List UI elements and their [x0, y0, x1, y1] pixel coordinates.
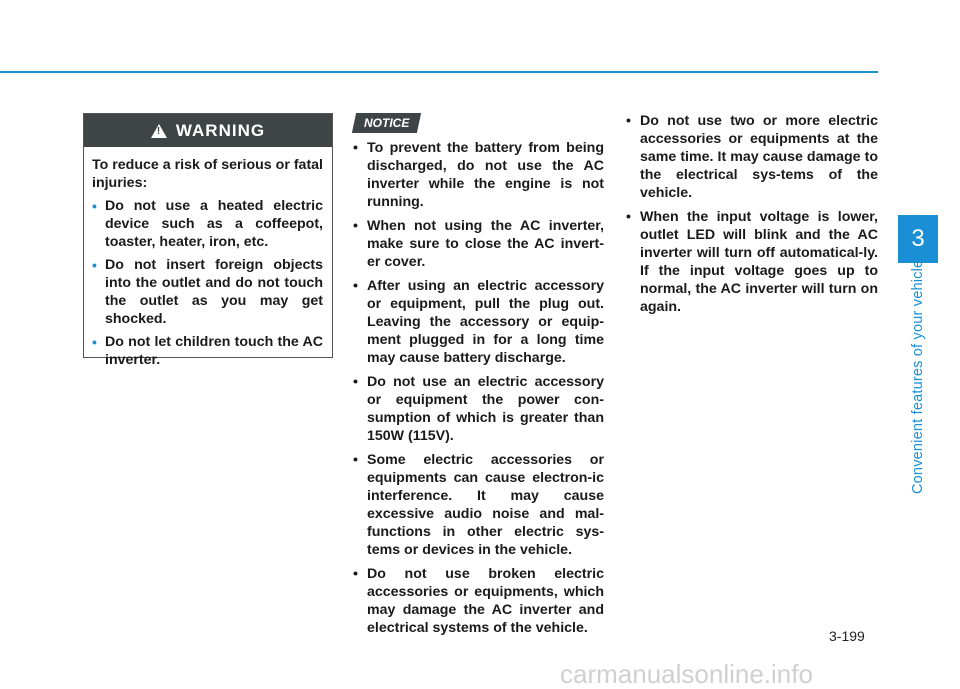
bullet-icon: •: [353, 278, 358, 294]
notice-list-continued: [625, 112, 878, 322]
notice-item: • When not using the AC inverter, make sure to close the AC invert-er cover.: [353, 218, 604, 270]
warning-box: [83, 113, 333, 368]
notice-item: • To prevent the battery from being discharged, do not use the AC inverter while the engine is not running.: [353, 140, 604, 210]
warning-intro: To reduce a risk of serious or fatal injuries:: [92, 157, 323, 191]
bullet-icon: •: [353, 452, 358, 468]
notice-item: • When the input voltage is lower, outlet LED will blink and the AC inverter will turn off automatical-ly. If the input voltage goes up to normal, the AC inverter will turn on again.: [626, 209, 878, 315]
bullet-icon: •: [353, 218, 358, 234]
warning-item: • Do not use a heated electric device such as a coffeepot, toaster, heater, iron, etc.: [92, 198, 323, 250]
notice-item: • Do not use broken electric accessories or equipments, which may damage the AC inverter and electrical systems of the vehicle.: [353, 566, 604, 636]
bullet-icon: •: [353, 566, 358, 582]
bullet-icon: •: [626, 113, 631, 129]
watermark: carmanualsonline.info: [560, 660, 813, 689]
warning-body: [84, 147, 332, 369]
notice-item: • Do not use two or more electric accessories or equipments at the same time. It may cause damage to the electrical sys-tems of the vehicle.: [626, 113, 878, 201]
warning-triangle-icon: !: [151, 124, 167, 138]
chapter-tab: [898, 215, 938, 263]
notice-item: • Do not use an electric accessory or equipment the power con-sumption of which is greater than 150W (115V).: [353, 374, 604, 444]
bullet-icon: •: [353, 140, 358, 156]
notice-item: • Some electric accessories or equipments can cause electron-ic interference. It may cause excessive audio noise and mal-functions in other electric sys-tems or devices in the vehicle.: [353, 452, 604, 558]
notice-item: • After using an electric accessory or equipment, pull the plug out. Leaving the accessory or equip-ment plugged in for a long time may cause battery discharge.: [353, 278, 604, 366]
chapter-number: 3: [911, 225, 925, 252]
bullet-icon: •: [92, 198, 97, 214]
top-rule: [0, 71, 878, 73]
notice-badge: NOTICE: [352, 113, 421, 133]
page-number: 3-199: [829, 628, 865, 644]
bullet-icon: •: [353, 374, 358, 390]
warning-header: [84, 114, 332, 147]
bullet-icon: •: [92, 257, 97, 273]
notice-list: [352, 139, 604, 643]
warning-title: WARNING: [175, 120, 266, 140]
bullet-icon: •: [626, 209, 631, 225]
chapter-title: Convenient features of your vehicle: [910, 259, 926, 494]
bullet-icon: •: [92, 334, 97, 350]
warning-item: • Do not let children touch the AC inverter.: [92, 334, 323, 368]
warning-item: • Do not insert foreign objects into the outlet and do not touch the outlet as you may get shocked.: [92, 257, 323, 327]
